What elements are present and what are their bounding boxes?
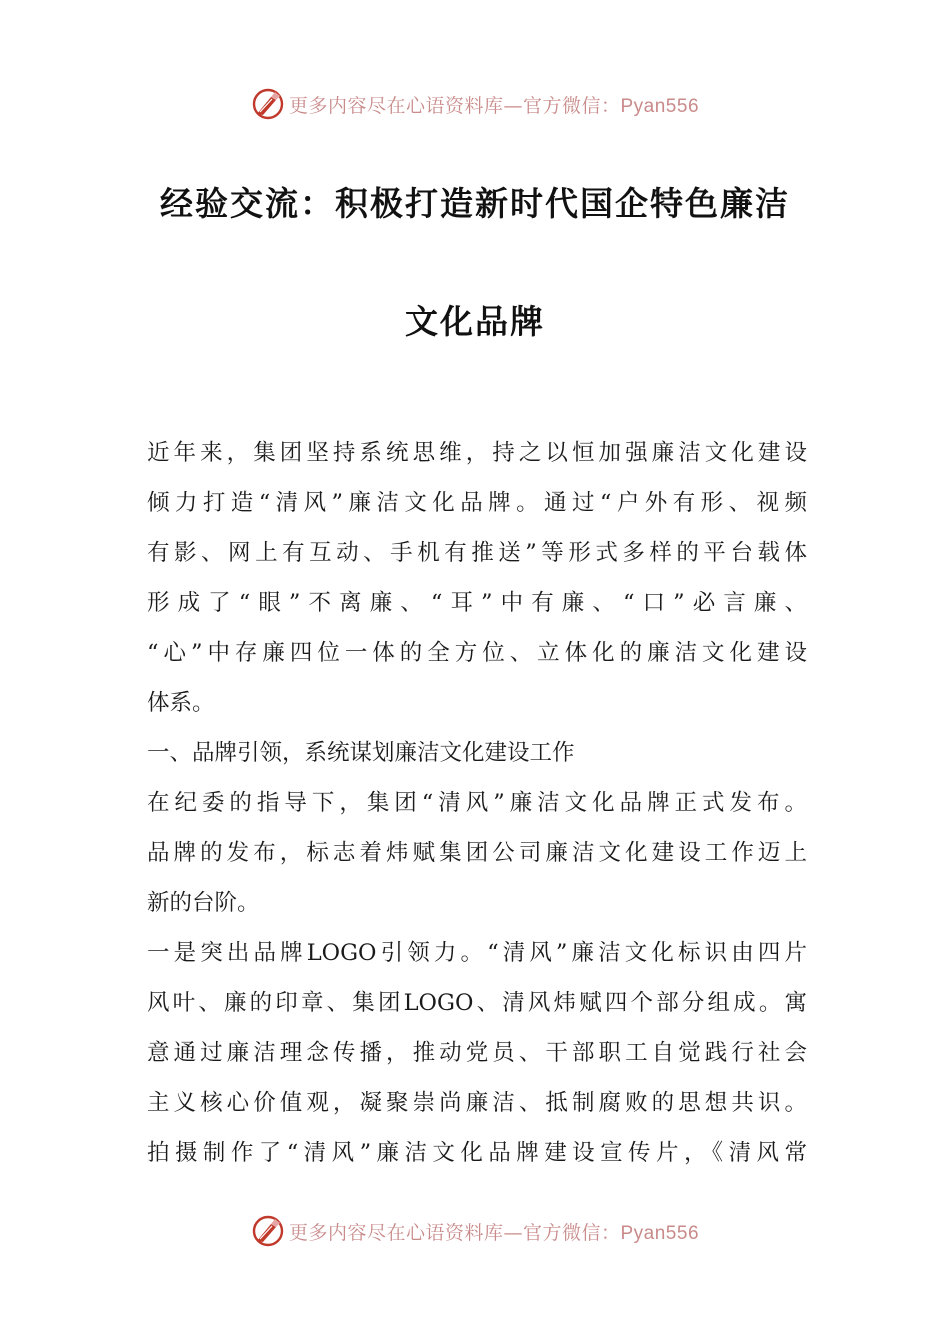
body-line: 品牌的发布，标志着炜赋集团公司廉洁文化建设工作迈上 [147, 840, 807, 866]
pen-nib-logo-icon [251, 1214, 285, 1248]
wechat-id: Pyan556 [620, 1222, 700, 1244]
wechat-id: Pyan556 [620, 95, 700, 117]
body-line: 一是突出品牌LOGO引领力。“清风”廉洁文化标识由四片 [147, 940, 807, 966]
footer-banner-text: 更多内容尽在心语资料库—官方微信：Pyan556 [288, 1221, 700, 1244]
body-line: 意通过廉洁理念传播，推动党员、干部职工自觉践行社会 [147, 1040, 807, 1066]
body-line: 新的台阶。 [147, 890, 260, 916]
section-heading: 一、品牌引领，系统谋划廉洁文化建设工作 [147, 740, 575, 766]
body-line: 倾力打造“清风”廉洁文化品牌。通过“户外有形、视频 [147, 490, 807, 516]
header-banner [0, 84, 950, 124]
body-line: 有影、网上有互动、手机有推送”等形式多样的平台载体 [147, 540, 807, 566]
pen-nib-logo-icon [251, 87, 285, 121]
body-line: 拍摄制作了“清风”廉洁文化品牌建设宣传片，《清风常 [147, 1140, 807, 1166]
body-line: 主义核心价值观，凝聚崇尚廉洁、抵制腐败的思想共识。 [147, 1090, 807, 1116]
body-line: 形成了“眼”不离廉、“耳”中有廉、“口”必言廉、 [147, 590, 807, 616]
footer-banner [0, 1211, 950, 1251]
body-line: 在纪委的指导下，集团“清风”廉洁文化品牌正式发布。 [147, 790, 807, 816]
document-body [147, 428, 807, 1178]
header-banner-text: 更多内容尽在心语资料库—官方微信：Pyan556 [288, 94, 700, 117]
body-line: 近年来，集团坚持系统思维，持之以恒加强廉洁文化建设 [147, 440, 807, 466]
body-line: 风叶、廉的印章、集团LOGO、清风炜赋四个部分组成。寓 [147, 990, 807, 1016]
document-title-line-2: 文化品牌 [405, 302, 545, 341]
document-title-line-1: 经验交流：积极打造新时代国企特色廉洁 [160, 184, 790, 223]
body-line: 体系。 [147, 690, 215, 716]
body-line: “心”中存廉四位一体的全方位、立体化的廉洁文化建设 [147, 640, 807, 666]
